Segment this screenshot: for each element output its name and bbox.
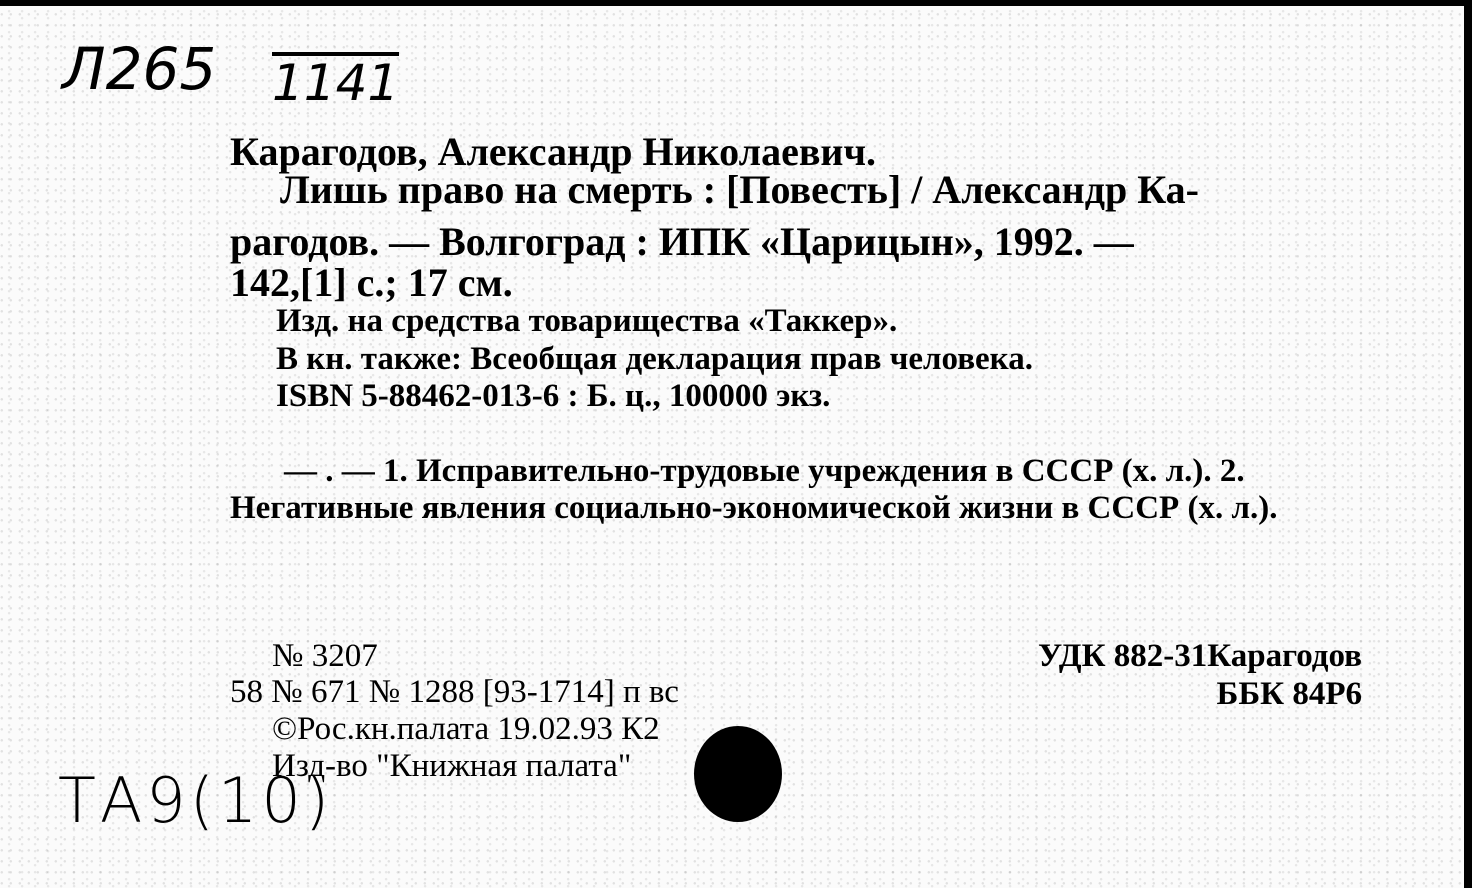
note-publisher: Изд. на средства товарищества «Таккер». [276,303,898,339]
registration-numbers: 58 № 671 № 1288 [93-1714] п вс [230,674,679,710]
scan-edge-right [1464,0,1472,888]
publisher-imprint: Изд-во "Книжная палата" [272,748,632,784]
note-isbn: ISBN 5-88462-013-6 : Б. ц., 100000 экз. [276,378,831,414]
card-number: № 3207 [272,638,378,674]
call-number-left: Л265 [62,35,217,103]
title-line-2: рагодов. — Волгоград : ИПК «Царицын», 1992. — [230,219,1134,264]
subject-line-2: Негативные явления социально-экономической жизни в СССР (х. л.). [230,490,1278,526]
scan-edge-top [0,0,1472,6]
author-heading: Карагодов, Александр Николаевич. [230,129,877,174]
call-number-right: 1141 [272,54,400,112]
handwritten-shelf-code: ТА9(10) [58,764,334,837]
punch-hole [694,726,782,822]
subject-line-1: — . — 1. Исправительно-трудовые учреждения в СССР (х. л.). 2. [284,453,1245,489]
title-line-1: Лишь право на смерть : [Повесть] / Александр Ка- [280,167,1200,212]
chamber-date: ©Рос.кн.палата 19.02.93 К2 [272,711,660,747]
title-line-3: 142,[1] с.; 17 см. [230,260,513,305]
bbk-code: ББК 84Р6 [1216,676,1362,712]
udk-code: УДК 882-31Карагодов [1037,638,1362,674]
note-contents: В кн. также: Всеобщая декларация прав человека. [276,341,1033,377]
